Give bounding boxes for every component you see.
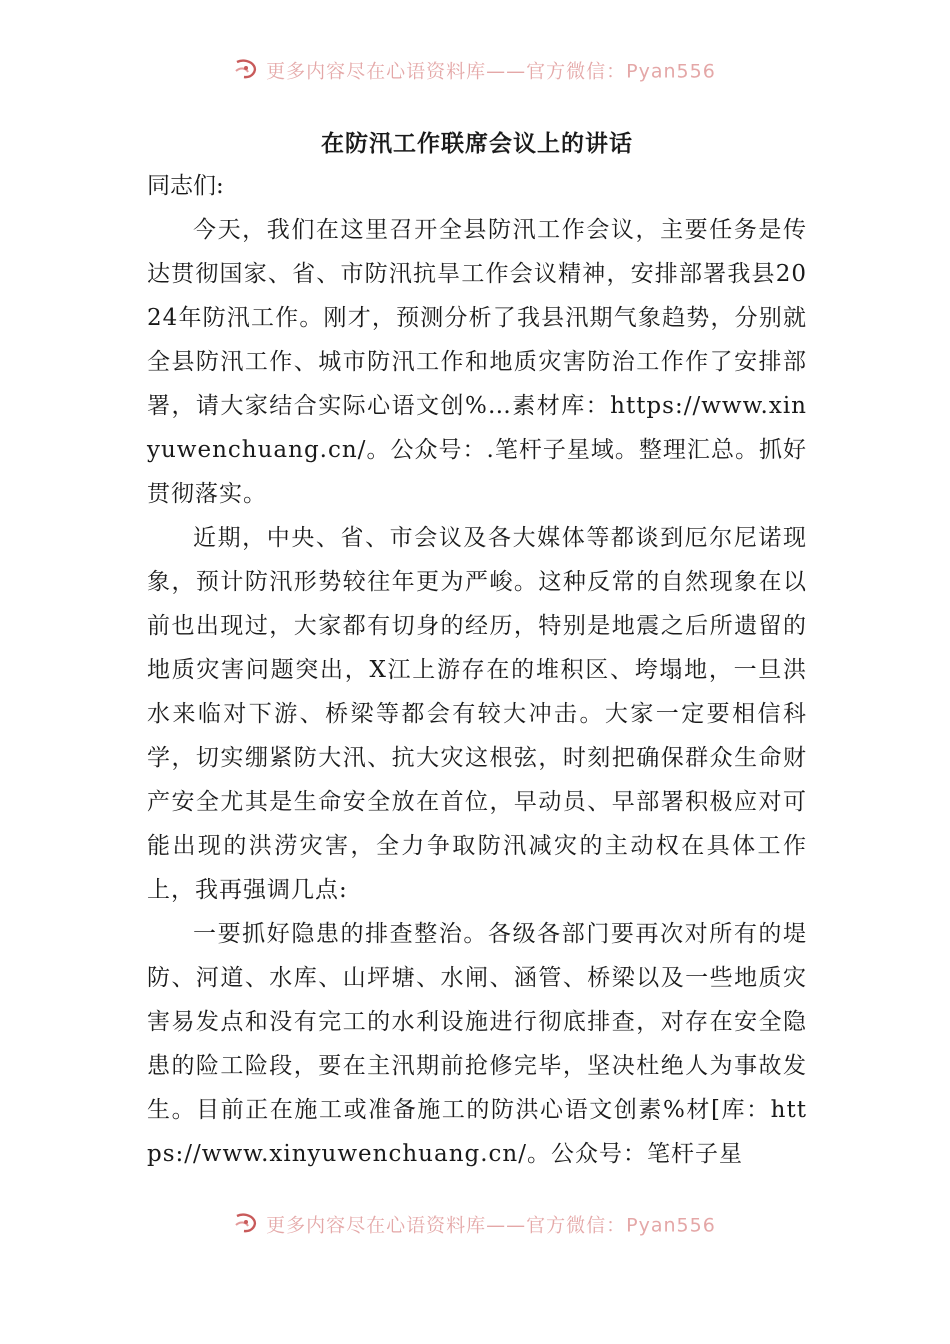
footer-watermark — [0, 1212, 950, 1236]
watermark-logo-icon — [234, 58, 260, 82]
paragraph-3: 一要抓好隐患的排查整治。各级各部门要再次对所有的堤防、河道、水库、山坪塘、水闸、涵管、桥梁以及一些地质灾害易发点和没有完工的水利设施进行彻底排查，对存在安全隐患的险工险段，要在主汛期前抢修完毕，坚决杜绝人为事故发生。目前正在施工或准备施工的防洪心语文创素%材[库：https://www.xinyuwenchuang.cn/。公众号：笔杆子星 — [147, 921, 807, 1167]
watermark-text: 更多内容尽在心语资料库——官方微信：Pyan556 — [266, 60, 716, 82]
watermark-text: 更多内容尽在心语资料库——官方微信：Pyan556 — [266, 1214, 716, 1236]
header-watermark — [0, 58, 950, 82]
greeting: 同志们: — [147, 173, 224, 199]
watermark-logo-icon — [234, 1212, 260, 1236]
paragraph-1: 今天，我们在这里召开全县防汛工作会议，主要任务是传达贯彻国家、省、市防汛抗旱工作会议精神，安排部署我县2024年防汛工作。刚才，预测分析了我县汛期气象趋势，分别就全县防汛工作、城市防汛工作和地质灾害防治工作作了安排部署，请大家结合实际心语文创%…素材库：https://www.xinyuwenchuang.cn/。公众号：.笔杆子星域。整理汇总。抓好贯彻落实。 — [147, 217, 807, 507]
document-title: 在防汛工作联席会议上的讲话 — [321, 130, 633, 157]
document-body — [147, 124, 807, 1176]
paragraph-2: 近期，中央、省、市会议及各大媒体等都谈到厄尔尼诺现象，预计防汛形势较往年更为严峻。这种反常的自然现象在以前也出现过，大家都有切身的经历，特别是地震之后所遗留的地质灾害问题突出，X江上游存在的堆积区、垮塌地，一旦洪水来临对下游、桥梁等都会有较大冲击。大家一定要相信科学，切实绷紧防大汛、抗大灾这根弦，时刻把确保群众生命财产安全尤其是生命安全放在首位，早动员、早部署积极应对可能出现的洪涝灾害，全力争取防汛减灾的主动权在具体工作上，我再强调几点: — [147, 525, 807, 903]
